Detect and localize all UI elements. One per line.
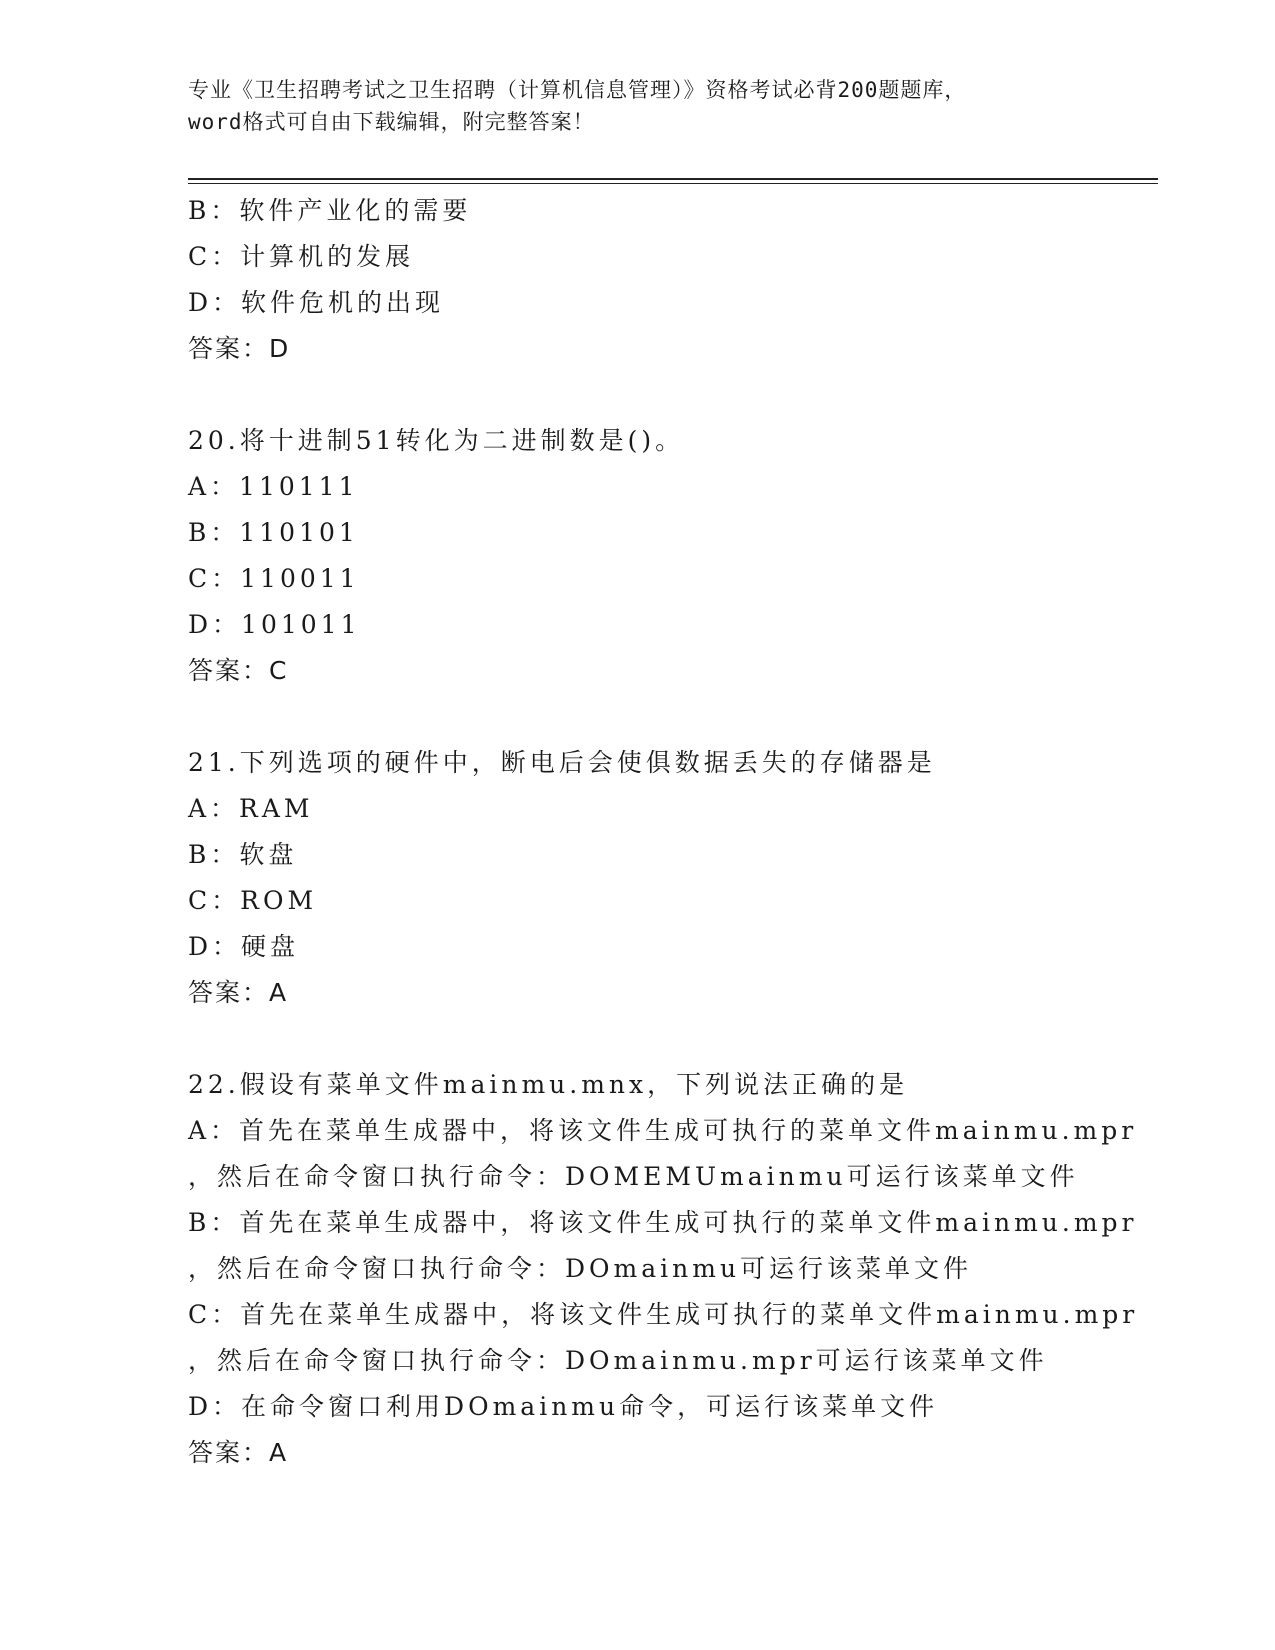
question-text: 21.下列选项的硬件中，断电后会使俱数据丢失的存储器是 xyxy=(188,748,936,777)
option-b-line-1: B：首先在菜单生成器中，将该文件生成可执行的菜单文件mainmu.mpr xyxy=(188,1208,1138,1237)
header-line-1: 专业《卫生招聘考试之卫生招聘（计算机信息管理）》资格考试必背200题题库， xyxy=(188,78,967,102)
option-a: A：110111 xyxy=(188,472,359,501)
header-line-2: word格式可自由下载编辑，附完整答案！ xyxy=(188,110,595,134)
question-text: 22.假设有菜单文件mainmu.mnx，下列说法正确的是 xyxy=(188,1070,909,1099)
option-a-line-1: A：首先在菜单生成器中，将该文件生成可执行的菜单文件mainmu.mpr xyxy=(188,1116,1138,1145)
spacer xyxy=(188,372,1168,418)
option-c: C：计算机的发展 xyxy=(188,242,415,271)
answer: 答案：C xyxy=(188,656,289,685)
question-text: 20.将十进制51转化为二进制数是()。 xyxy=(188,426,685,455)
option-a-line-2: ，然后在命令窗口执行命令：DOMEMUmainmu可运行该菜单文件 xyxy=(188,1162,1079,1191)
option-c: C：ROM xyxy=(188,886,318,915)
option-b: B：软件产业化的需要 xyxy=(188,196,472,225)
option-c: C：110011 xyxy=(188,564,360,593)
option-d: D：101011 xyxy=(188,610,361,639)
spacer xyxy=(188,694,1168,740)
header-divider-thick xyxy=(188,178,1158,180)
option-c-line-1: C：首先在菜单生成器中，将该文件生成可执行的菜单文件mainmu.mpr xyxy=(188,1300,1139,1329)
document-header xyxy=(188,74,1088,138)
option-d: D：软件危机的出现 xyxy=(188,288,445,317)
spacer xyxy=(188,1016,1168,1062)
question-21 xyxy=(188,740,1168,1016)
question-list xyxy=(188,188,1168,1476)
answer: 答案：A xyxy=(188,1438,289,1467)
header-divider-thin xyxy=(188,183,1158,184)
option-b-line-2: ，然后在命令窗口执行命令：DOmainmu可运行该菜单文件 xyxy=(188,1254,973,1283)
answer: 答案：A xyxy=(188,978,289,1007)
option-d: D：在命令窗口利用DOmainmu命令，可运行该菜单文件 xyxy=(188,1392,939,1421)
question-20 xyxy=(188,418,1168,694)
option-d: D：硬盘 xyxy=(188,932,300,961)
option-b: B：软盘 xyxy=(188,840,298,869)
question-19-tail xyxy=(188,188,1168,372)
option-a: A：RAM xyxy=(188,794,314,823)
question-22 xyxy=(188,1062,1168,1476)
option-b: B：110101 xyxy=(188,518,359,547)
answer: 答案：D xyxy=(188,334,291,363)
option-c-line-2: ，然后在命令窗口执行命令：DOmainmu.mpr可运行该菜单文件 xyxy=(188,1346,1048,1375)
